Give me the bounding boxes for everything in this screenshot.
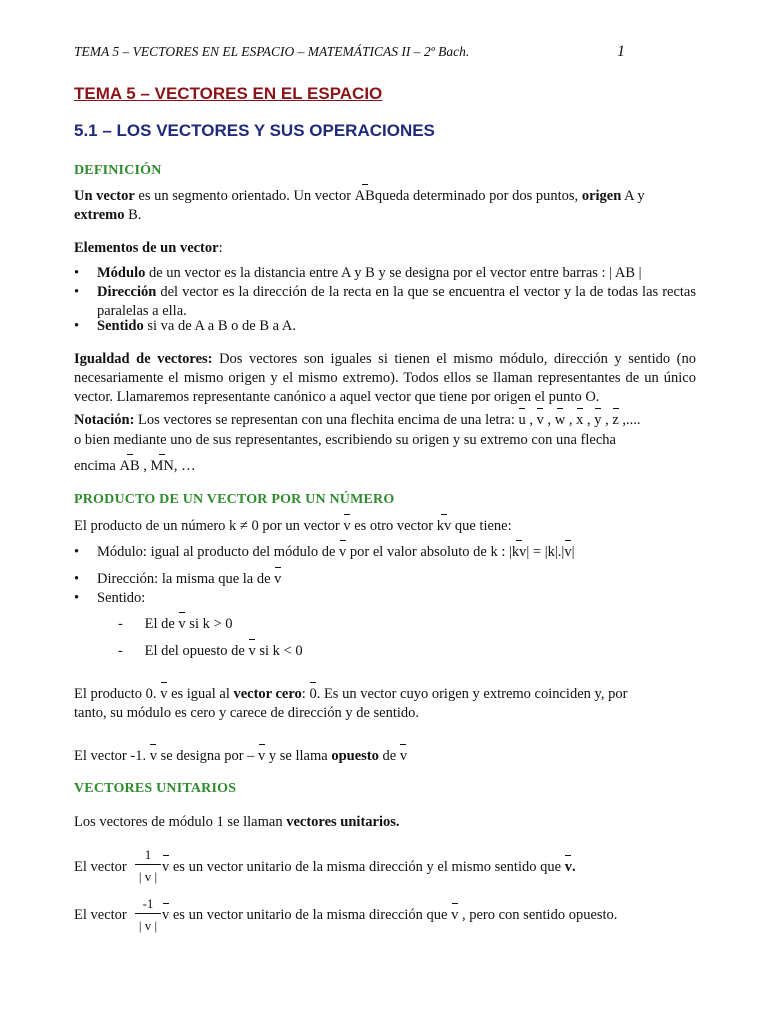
bullet-icon: •	[74, 265, 80, 281]
notacion-line-2: o bien mediante uno de sus representantes, escribiendo su origen y su extremo con una flecha	[74, 432, 616, 448]
definicion-line-1: Un vector es un segmento orientado. Un vector ABqueda determinado por dos puntos, origen A y	[74, 188, 645, 204]
section-title: 5.1 – LOS VECTORES Y SUS OPERACIONES	[74, 121, 435, 140]
vector-cero-line-1: El producto 0. v es igual al vector cero: 0. Es un vector cuyo origen y extremo coinciden y, por	[74, 686, 628, 702]
unitario-same-sense-text: v es un vector unitario de la misma dirección y el mismo sentido que v.	[162, 859, 576, 875]
fraction-minus-one-over-norm: -1 | v |	[135, 894, 161, 935]
vector-ab: AB	[354, 188, 375, 204]
elementos-heading: Elementos de un vector:	[74, 240, 223, 256]
producto-intro: El producto de un número k ≠ 0 por un vector v es otro vector kv que tiene:	[74, 518, 512, 534]
bullet-icon: •	[74, 284, 80, 300]
running-header	[74, 42, 698, 61]
modulo-notation: | AB |	[609, 265, 642, 281]
definicion-heading: DEFINICIÓN	[74, 163, 162, 178]
sentido-case-negative: - El del opuesto de v si k < 0	[118, 643, 303, 659]
unitarios-intro: Los vectores de módulo 1 se llaman vectores unitarios.	[74, 814, 400, 830]
notacion-line-3: encima AB , MN, …	[74, 458, 196, 474]
notacion-line-1: Notación: Los vectores se representan con una flechita encima de una letra: u , v , w , x , y , z ,....	[74, 412, 641, 428]
igualdad-paragraph: Igualdad de vectores: Dos vectores son iguales si tienen el mismo módulo, dirección y sentido (no necesariamente el mismo origen y el mismo extremo). Todos ellos se llaman representantes de un único vector. Llamaremos representante canónico a aquel vector que tiene por origen el punto O.	[74, 351, 696, 405]
producto-heading: PRODUCTO DE UN VECTOR POR UN NÚMERO	[74, 492, 395, 507]
bullet-icon: •	[74, 590, 80, 606]
unitario-opposite-sense: El vector	[74, 907, 127, 923]
header-title: TEMA 5 – VECTORES EN EL ESPACIO – MATEMÁTICAS II – 2º Bach.	[74, 44, 470, 59]
page-number: 1	[617, 43, 625, 60]
vector-cero-line-2: tanto, su módulo es cero y carece de dirección y de sentido.	[74, 705, 420, 721]
unitarios-heading: VECTORES UNITARIOS	[74, 781, 237, 796]
unitario-same-sense: El vector	[74, 859, 127, 875]
bullet-icon: •	[74, 544, 80, 560]
chapter-title: TEMA 5 – VECTORES EN EL ESPACIO	[74, 84, 383, 103]
definicion-line-2: extremo B.	[74, 207, 142, 223]
bullet-icon: •	[74, 571, 80, 587]
sentido-case-positive: - El de v si k > 0	[118, 616, 233, 632]
unitario-opposite-sense-text: v es un vector unitario de la misma dirección que v , pero con sentido opuesto.	[162, 907, 618, 923]
bullet-icon: •	[74, 318, 80, 334]
fraction-one-over-norm: 1 | v |	[135, 845, 161, 886]
vector-opuesto-line: El vector -1. v se designa por – v y se llama opuesto de v	[74, 748, 408, 764]
